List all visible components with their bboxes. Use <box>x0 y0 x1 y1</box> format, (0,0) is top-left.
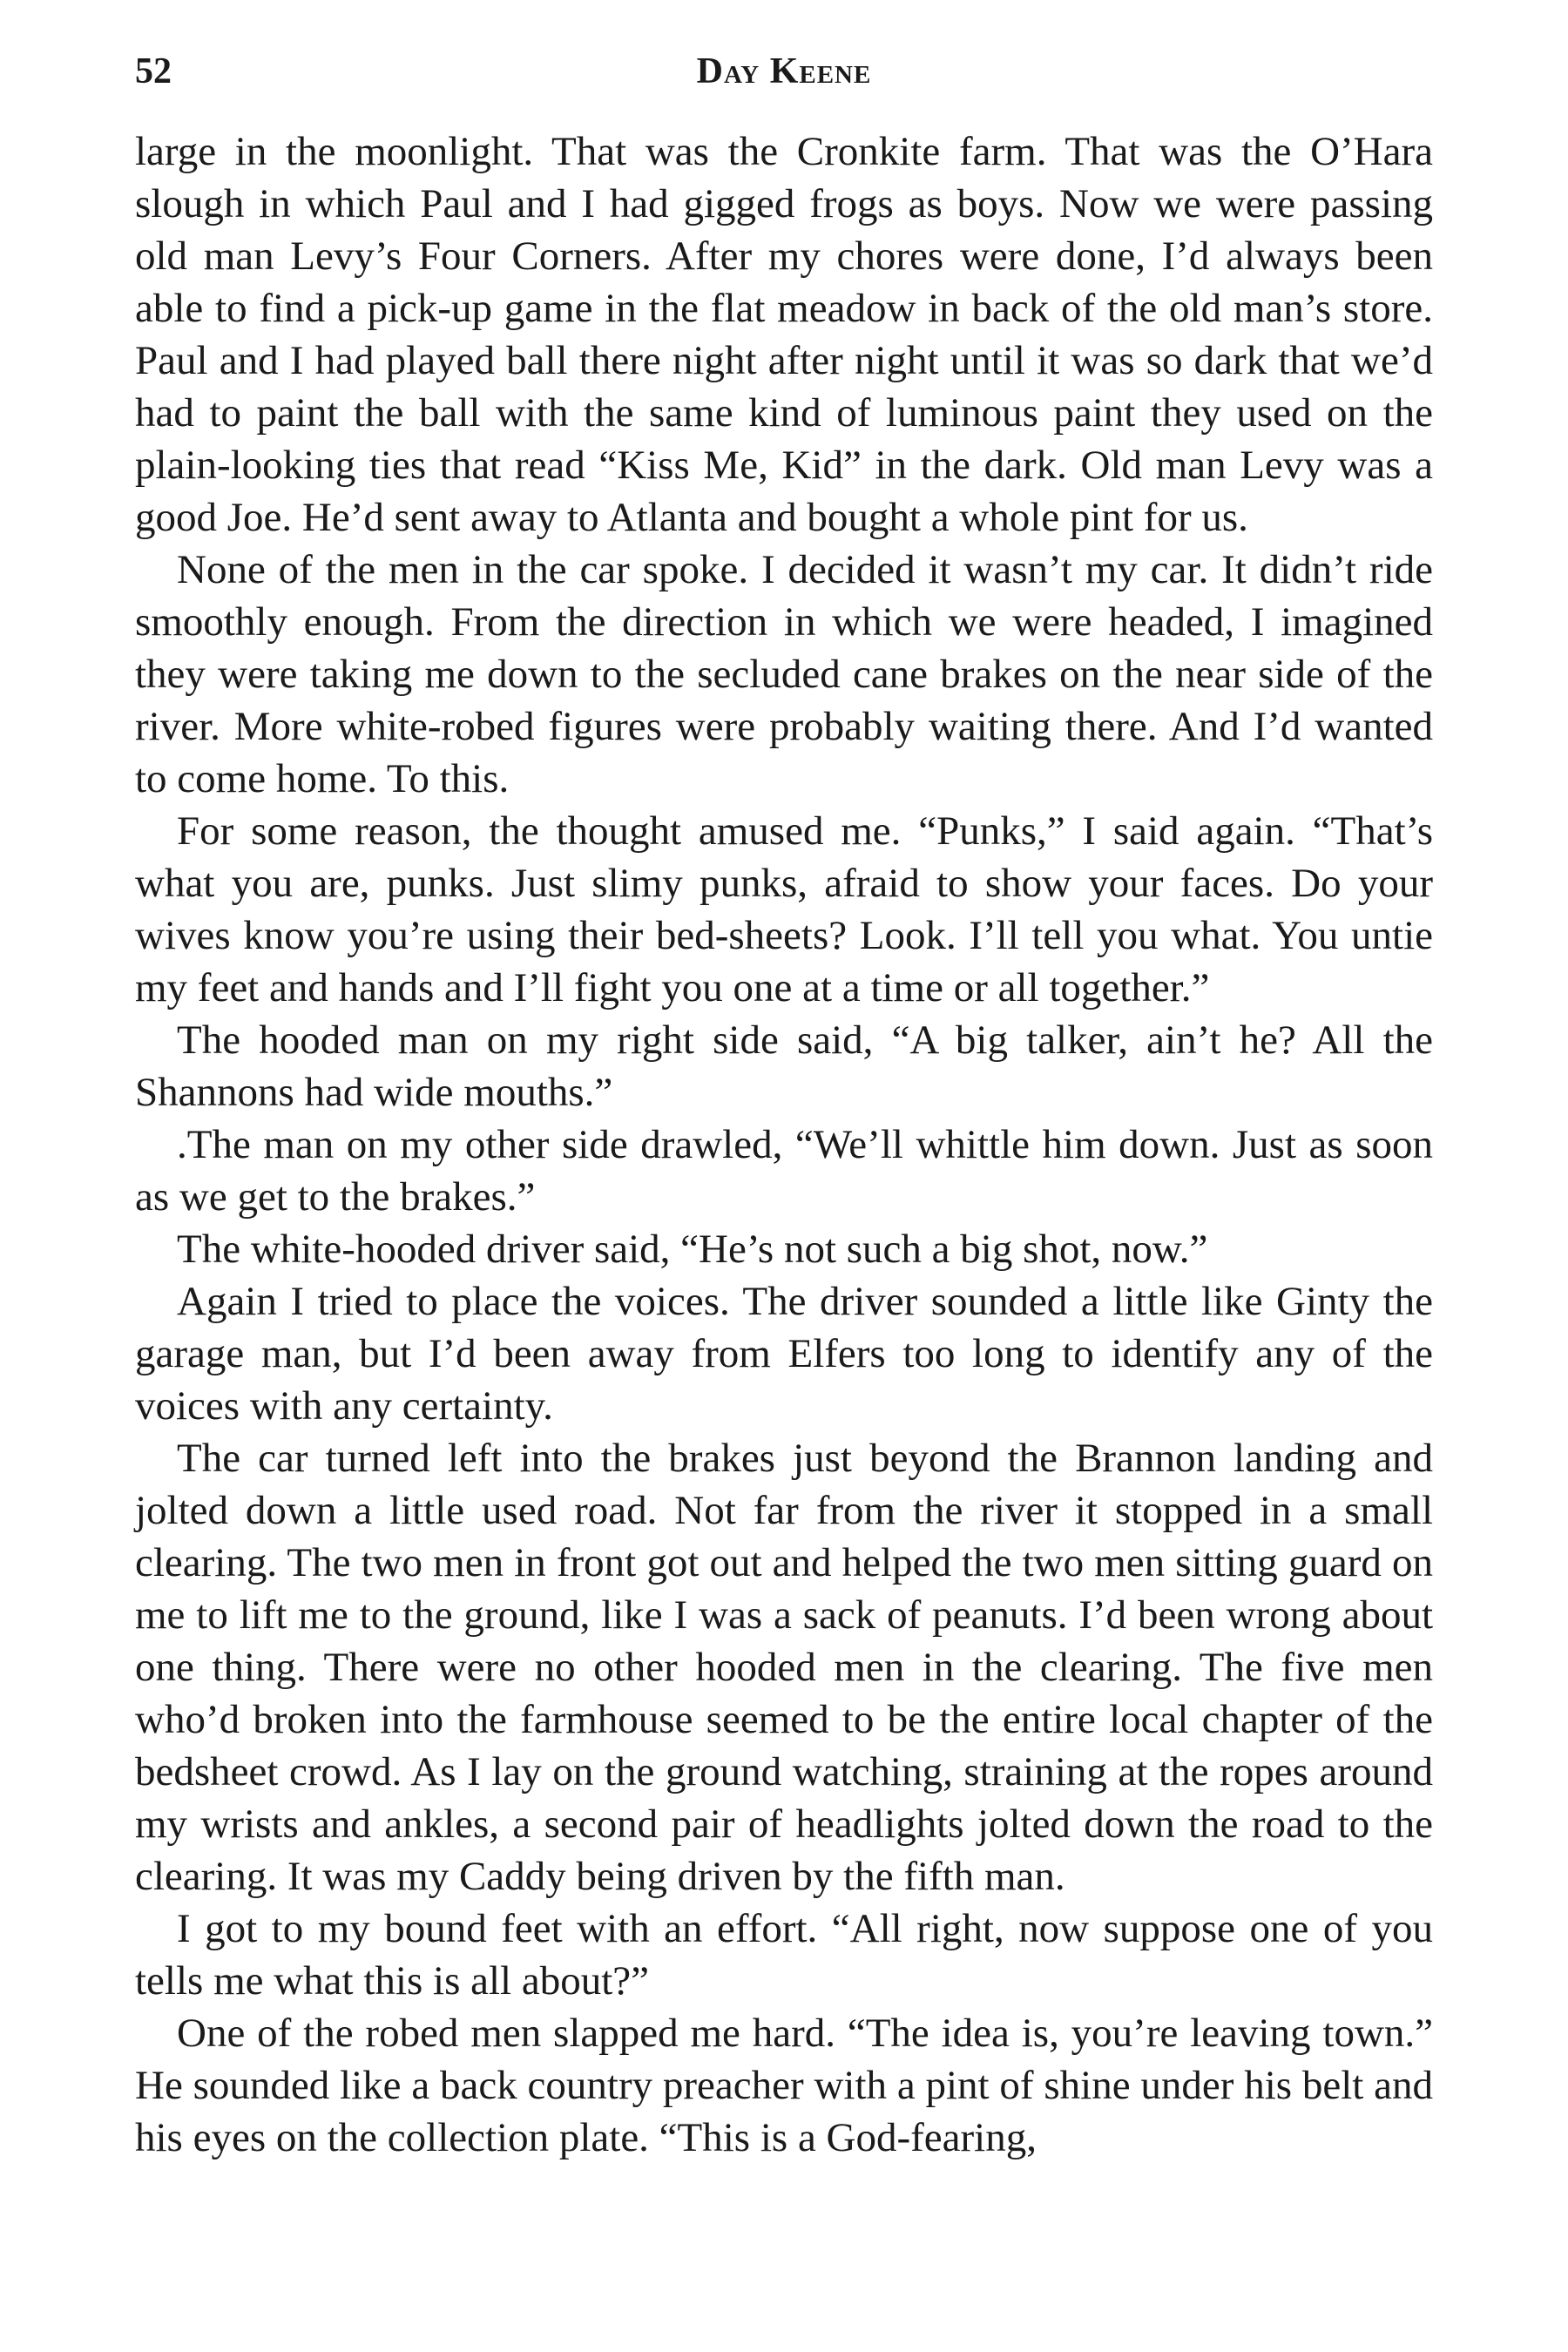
paragraph: One of the robed men slapped me hard. “The idea is, you’re leaving town.” He sounded like a back country preacher with a pint of shine under his belt and his eyes on the collection plate. “This is a God-fearing, <box>135 2011 1433 2160</box>
paragraph: None of the men in the car spoke. I decided it wasn’t my car. It didn’t ride smoothly enough. From the direction in which we were headed, I imagined they were taking me down to the secluded cane brakes on the near side of the river. More white-robed figures were probably waiting there. And I’d wanted to come home. To this. <box>135 547 1433 801</box>
paragraph: Again I tried to place the voices. The driver sounded a little like Ginty the garage man, but I’d been away from Elfers too long to identify any of the voices with any certainty. <box>135 1279 1433 1429</box>
paragraph-continued: large in the moonlight. That was the Cronkite farm. That was the O’Hara slough in which Paul and I had gigged frogs as boys. Now we were passing old man Levy’s Four Corners. After my chores were done, I’d always been able to find a pick-up game in the flat meadow in back of the old man’s store. Paul and I had played ball there night after night until it was so dark that we’d had to paint the ball with the same kind of luminous paint they used on the plain-looking ties that read “Kiss Me, Kid” in the dark. Old man Levy was a good Joe. He’d sent away to Atlanta and bought a whole pint for us. <box>135 129 1433 540</box>
paragraph: The white-hooded driver said, “He’s not such a big shot, now.” <box>177 1227 1208 1272</box>
paragraph: .The man on my other side drawled, “We’ll whittle him down. Just as soon as we get to the brakes.” <box>135 1122 1433 1220</box>
page-header <box>135 45 1433 98</box>
paragraph: The car turned left into the brakes just beyond the Brannon landing and jolted down a little used road. Not far from the river it stopped in a small clearing. The two men in front got out and helped the two men sitting guard on me to lift me to the ground, like I was a sack of peanuts. I’d been wrong about one thing. There were no other hooded men in the clearing. The five men who’d broken into the farmhouse seemed to be the entire local chapter of the bedsheet crowd. As I lay on the ground watching, straining at the ropes around my wrists and ankles, a second pair of headlights jolted down the road to the clearing. It was my Caddy being driven by the fifth man. <box>135 1436 1433 1899</box>
paragraph: The hooded man on my right side said, “A big talker, ain’t he? All the Shannons had wide mouths.” <box>135 1017 1433 1115</box>
paragraph: For some reason, the thought amused me. “Punks,” I said again. “That’s what you are, punks. Just slimy punks, afraid to show your faces. Do your wives know you’re using their bed-sheets? Look. I’ll tell you what. You untie my feet and hands and I’ll fight you one at a time or all together.” <box>135 808 1433 1010</box>
page-number: 52 <box>135 51 172 91</box>
paragraph: I got to my bound feet with an effort. “All right, now suppose one of you tells me what this is all about?” <box>135 1906 1433 2004</box>
running-head-author: Day Keene <box>696 51 872 91</box>
body-text <box>135 125 1433 2164</box>
